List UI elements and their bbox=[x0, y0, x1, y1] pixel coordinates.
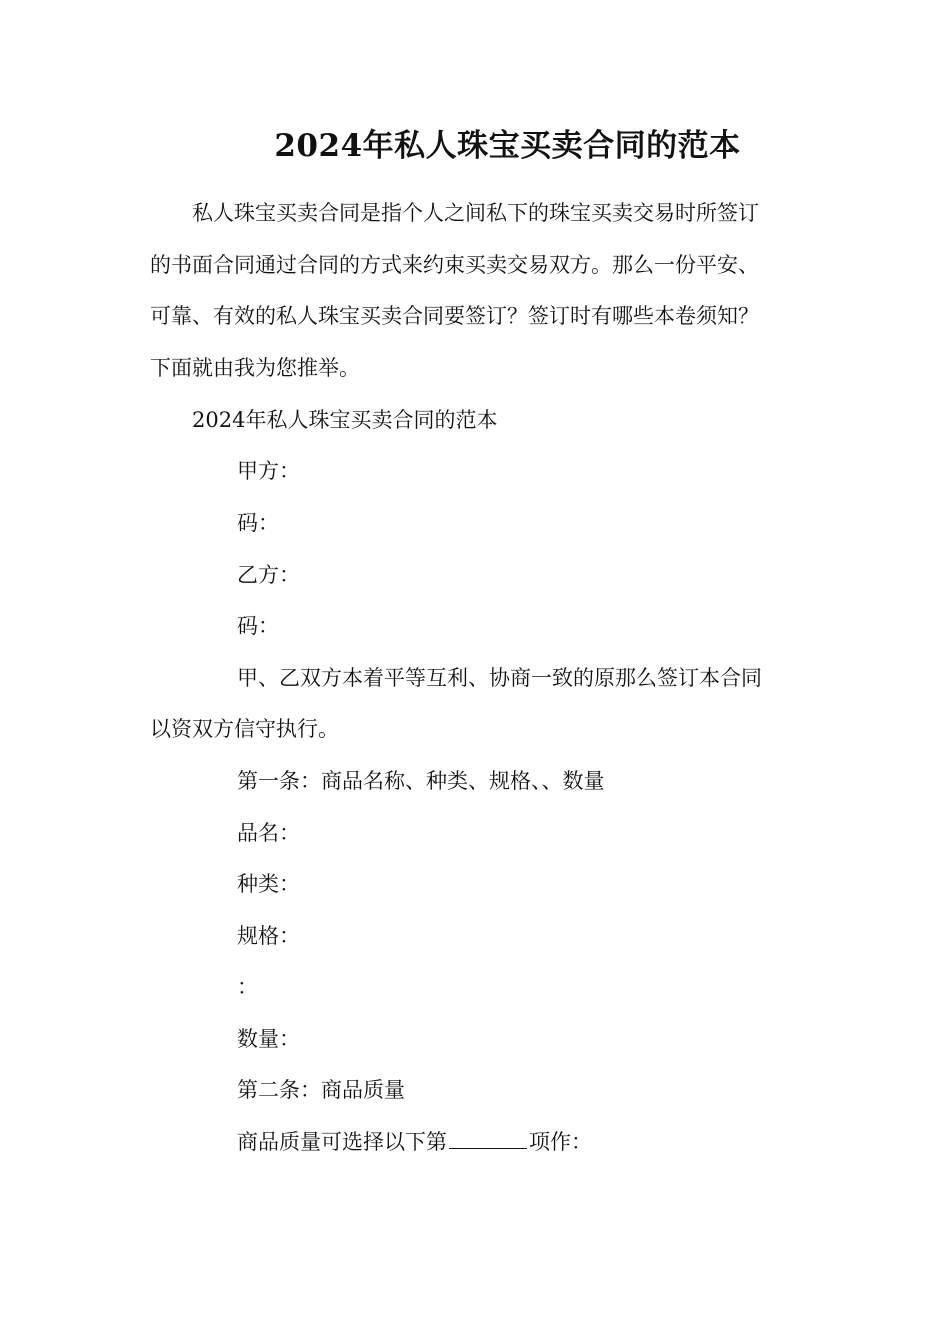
document-title: 2024年私人珠宝买卖合同的范本 bbox=[274, 128, 741, 164]
party-a-code-label: 码： bbox=[237, 511, 279, 535]
product-name-label: 品名： bbox=[237, 821, 300, 845]
product-spec-label: 规格： bbox=[237, 924, 300, 948]
intro-line-1: 私人珠宝买卖合同是指个人之间私下的珠宝买卖交易时所签订 bbox=[192, 201, 759, 225]
intro-line-2: 的书面合同通过合同的方式来约束买卖交易双方。那么一份平安、 bbox=[150, 253, 759, 277]
quality-choice-blank bbox=[449, 1128, 527, 1149]
contract-subtitle: 2024年私人珠宝买卖合同的范本 bbox=[192, 408, 498, 432]
quality-choice-text-after: 项作： bbox=[529, 1130, 592, 1154]
product-kind-label: 种类： bbox=[237, 872, 300, 896]
party-a-label: 甲方： bbox=[237, 459, 300, 483]
blank-item-label: ： bbox=[237, 975, 258, 999]
article-2-heading: 第二条：商品质量 bbox=[237, 1078, 405, 1102]
article-1-heading: 第一条：商品名称、种类、规格、、数量 bbox=[237, 769, 605, 793]
quality-choice-text-before: 商品质量可选择以下第 bbox=[237, 1130, 447, 1154]
product-quantity-label: 数量： bbox=[237, 1027, 300, 1051]
intro-line-4: 下面就由我为您推举。 bbox=[150, 356, 360, 380]
principle-line-2: 以资双方信守执行。 bbox=[150, 717, 339, 741]
party-b-label: 乙方： bbox=[237, 563, 300, 587]
quality-choice-line bbox=[237, 1127, 592, 1157]
party-b-code-label: 码： bbox=[237, 614, 279, 638]
intro-line-3: 可靠、有效的私人珠宝买卖合同要签订？签订时有哪些本卷须知？ bbox=[150, 304, 759, 328]
principle-line-1: 甲、乙双方本着平等互利、协商一致的原那么签订本合同 bbox=[237, 666, 762, 690]
